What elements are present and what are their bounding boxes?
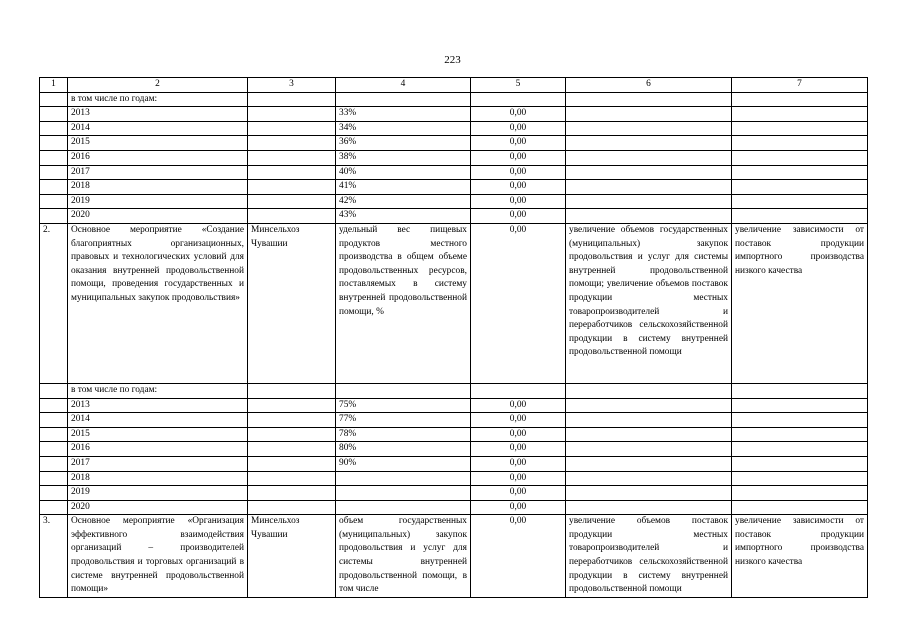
empty-cell — [248, 413, 336, 428]
value: 0,00 — [471, 427, 566, 442]
empty-cell — [566, 165, 732, 180]
year-row — [40, 121, 868, 136]
empty-cell — [248, 165, 336, 180]
responsible-executor: Минсельхоз Чувашии — [248, 515, 336, 598]
year-row — [40, 107, 868, 122]
empty-cell — [732, 471, 868, 486]
item-number: 3. — [40, 515, 68, 598]
column-number: 6 — [566, 78, 732, 93]
by-years-row — [40, 92, 868, 107]
indicator-value: 36% — [336, 136, 471, 151]
indicator-value: 80% — [336, 442, 471, 457]
responsible-executor: Минсельхоз Чувашии — [248, 223, 336, 383]
indicator-value: 41% — [336, 180, 471, 195]
empty-cell — [732, 456, 868, 471]
year-row — [40, 194, 868, 209]
year-row — [40, 456, 868, 471]
year-row — [40, 427, 868, 442]
measure-name: Основное мероприятие «Создание благоприятных организационных, правовых и технологических условий для оказания внутренней продовольственной помощи, проведения государственных и муниципальных закупок продовольствия» — [68, 223, 248, 383]
empty-cell — [40, 427, 68, 442]
empty-cell — [566, 398, 732, 413]
year: 2016 — [68, 150, 248, 165]
indicator-value: 42% — [336, 194, 471, 209]
column-number: 7 — [732, 78, 868, 93]
empty-cell — [40, 107, 68, 122]
indicator-value: 43% — [336, 209, 471, 224]
column-number: 3 — [248, 78, 336, 93]
empty-cell — [248, 442, 336, 457]
value: 0,00 — [471, 136, 566, 151]
empty-cell — [732, 136, 868, 151]
value: 0,00 — [471, 442, 566, 457]
empty-cell — [732, 500, 868, 515]
empty-cell — [732, 442, 868, 457]
empty-cell — [732, 413, 868, 428]
column-number: 5 — [471, 78, 566, 93]
year-row — [40, 413, 868, 428]
empty-cell — [732, 398, 868, 413]
year: 2015 — [68, 136, 248, 151]
empty-cell — [248, 150, 336, 165]
indicator-value: 38% — [336, 150, 471, 165]
year: 2020 — [68, 500, 248, 515]
year-row — [40, 500, 868, 515]
empty-cell — [248, 121, 336, 136]
value: 0,00 — [471, 398, 566, 413]
item-row-3 — [40, 515, 868, 598]
empty-cell — [732, 150, 868, 165]
indicator: объем государственных (муниципальных) закупок продовольствия и услуг для системы внутренней продовольственной помощи, в том числе — [336, 515, 471, 598]
empty-cell — [566, 107, 732, 122]
indicator-value — [336, 500, 471, 515]
year-row — [40, 471, 868, 486]
empty-cell — [566, 413, 732, 428]
indicator-value — [336, 486, 471, 501]
year: 2019 — [68, 194, 248, 209]
empty-cell — [566, 121, 732, 136]
empty-cell — [40, 486, 68, 501]
empty-cell — [40, 180, 68, 195]
expected-result: увеличение объемов поставок продукции местных товаропроизводителей и переработчиков сельскохозяйственной продукции в систему внутренней продовольственной помощи — [566, 515, 732, 598]
empty-cell — [732, 194, 868, 209]
value: 0,00 — [471, 209, 566, 224]
indicator: удельный вес пищевых продуктов местного производства в общем объеме продовольственных ресурсов, поставляемых в систему внутренней продовольственной помощи, % — [336, 223, 471, 383]
year: 2018 — [68, 471, 248, 486]
column-number: 4 — [336, 78, 471, 93]
empty-cell — [248, 398, 336, 413]
empty-cell — [566, 150, 732, 165]
empty-cell — [732, 107, 868, 122]
year-row — [40, 209, 868, 224]
empty-cell — [566, 442, 732, 457]
empty-cell — [40, 413, 68, 428]
empty-cell — [248, 486, 336, 501]
indicator-value — [336, 471, 471, 486]
value: 0,00 — [471, 500, 566, 515]
year-row — [40, 442, 868, 457]
empty-cell — [566, 471, 732, 486]
value: 0,00 — [471, 165, 566, 180]
empty-cell — [732, 209, 868, 224]
expected-result: увеличение объемов государственных (муниципальных) закупок продовольствия и услуг для системы внутренней продовольственной помощи; увеличение объемов поставок продукции местных товаропроизводителей и переработчиков сельскохозяйственной продукции в систему внутренней продовольственной помощи — [566, 223, 732, 383]
measure-name: Основное мероприятие «Организация эффективного взаимодействия организаций – производителей продовольствия и торговых организаций в системе внутренней продовольственной помощи» — [68, 515, 248, 598]
empty-cell — [248, 427, 336, 442]
empty-cell — [566, 427, 732, 442]
empty-cell — [566, 194, 732, 209]
indicator-value: 34% — [336, 121, 471, 136]
year-row — [40, 150, 868, 165]
empty-cell — [248, 194, 336, 209]
item-row-2 — [40, 223, 868, 383]
empty-cell — [566, 486, 732, 501]
value: 0,00 — [471, 194, 566, 209]
column-number: 2 — [68, 78, 248, 93]
empty-cell — [732, 121, 868, 136]
year-row — [40, 486, 868, 501]
by-years-label: в том числе по годам: — [68, 383, 248, 398]
year: 2016 — [68, 442, 248, 457]
years-group-1 — [40, 107, 868, 224]
indicator-value: 77% — [336, 413, 471, 428]
empty-cell — [732, 180, 868, 195]
value: 0,00 — [471, 107, 566, 122]
indicator-value: 78% — [336, 427, 471, 442]
page-number: 223 — [444, 54, 461, 66]
empty-cell — [248, 107, 336, 122]
measures-table — [39, 77, 868, 598]
column-number-row — [40, 78, 868, 93]
value: 0,00 — [471, 486, 566, 501]
empty-cell — [732, 486, 868, 501]
empty-cell — [566, 180, 732, 195]
empty-cell — [40, 194, 68, 209]
empty-cell — [40, 121, 68, 136]
value: 0,00 — [471, 413, 566, 428]
value: 0,00 — [471, 223, 566, 383]
empty-cell — [40, 209, 68, 224]
value: 0,00 — [471, 515, 566, 598]
empty-cell — [566, 456, 732, 471]
empty-cell — [566, 500, 732, 515]
empty-cell — [40, 442, 68, 457]
empty-cell — [248, 209, 336, 224]
years-group-2 — [40, 398, 868, 515]
year-row — [40, 398, 868, 413]
consequence: увеличение зависимости от поставок продукции импортного производства низкого качества — [732, 223, 868, 383]
indicator-value: 33% — [336, 107, 471, 122]
value: 0,00 — [471, 150, 566, 165]
year: 2014 — [68, 121, 248, 136]
year: 2015 — [68, 427, 248, 442]
empty-cell — [40, 456, 68, 471]
year: 2018 — [68, 180, 248, 195]
indicator-value: 40% — [336, 165, 471, 180]
by-years-label: в том числе по годам: — [68, 92, 248, 107]
year: 2017 — [68, 456, 248, 471]
value: 0,00 — [471, 471, 566, 486]
year-row — [40, 136, 868, 151]
indicator-value: 75% — [336, 398, 471, 413]
empty-cell — [40, 136, 68, 151]
column-number: 1 — [40, 78, 68, 93]
empty-cell — [40, 500, 68, 515]
empty-cell — [248, 500, 336, 515]
empty-cell — [248, 136, 336, 151]
empty-cell — [248, 471, 336, 486]
value: 0,00 — [471, 456, 566, 471]
empty-cell — [40, 398, 68, 413]
year-row — [40, 180, 868, 195]
year: 2017 — [68, 165, 248, 180]
year: 2019 — [68, 486, 248, 501]
empty-cell — [248, 180, 336, 195]
year: 2013 — [68, 398, 248, 413]
year: 2013 — [68, 107, 248, 122]
consequence: увеличение зависимости от поставок продукции импортного производства низкого качества — [732, 515, 868, 598]
value: 0,00 — [471, 180, 566, 195]
empty-cell — [40, 471, 68, 486]
year: 2020 — [68, 209, 248, 224]
value: 0,00 — [471, 121, 566, 136]
indicator-value: 90% — [336, 456, 471, 471]
empty-cell — [566, 136, 732, 151]
empty-cell — [40, 150, 68, 165]
empty-cell — [732, 165, 868, 180]
item-number: 2. — [40, 223, 68, 383]
empty-cell — [732, 427, 868, 442]
empty-cell — [40, 165, 68, 180]
empty-cell — [248, 456, 336, 471]
year: 2014 — [68, 413, 248, 428]
empty-cell — [566, 209, 732, 224]
year-row — [40, 165, 868, 180]
by-years-row — [40, 383, 868, 398]
